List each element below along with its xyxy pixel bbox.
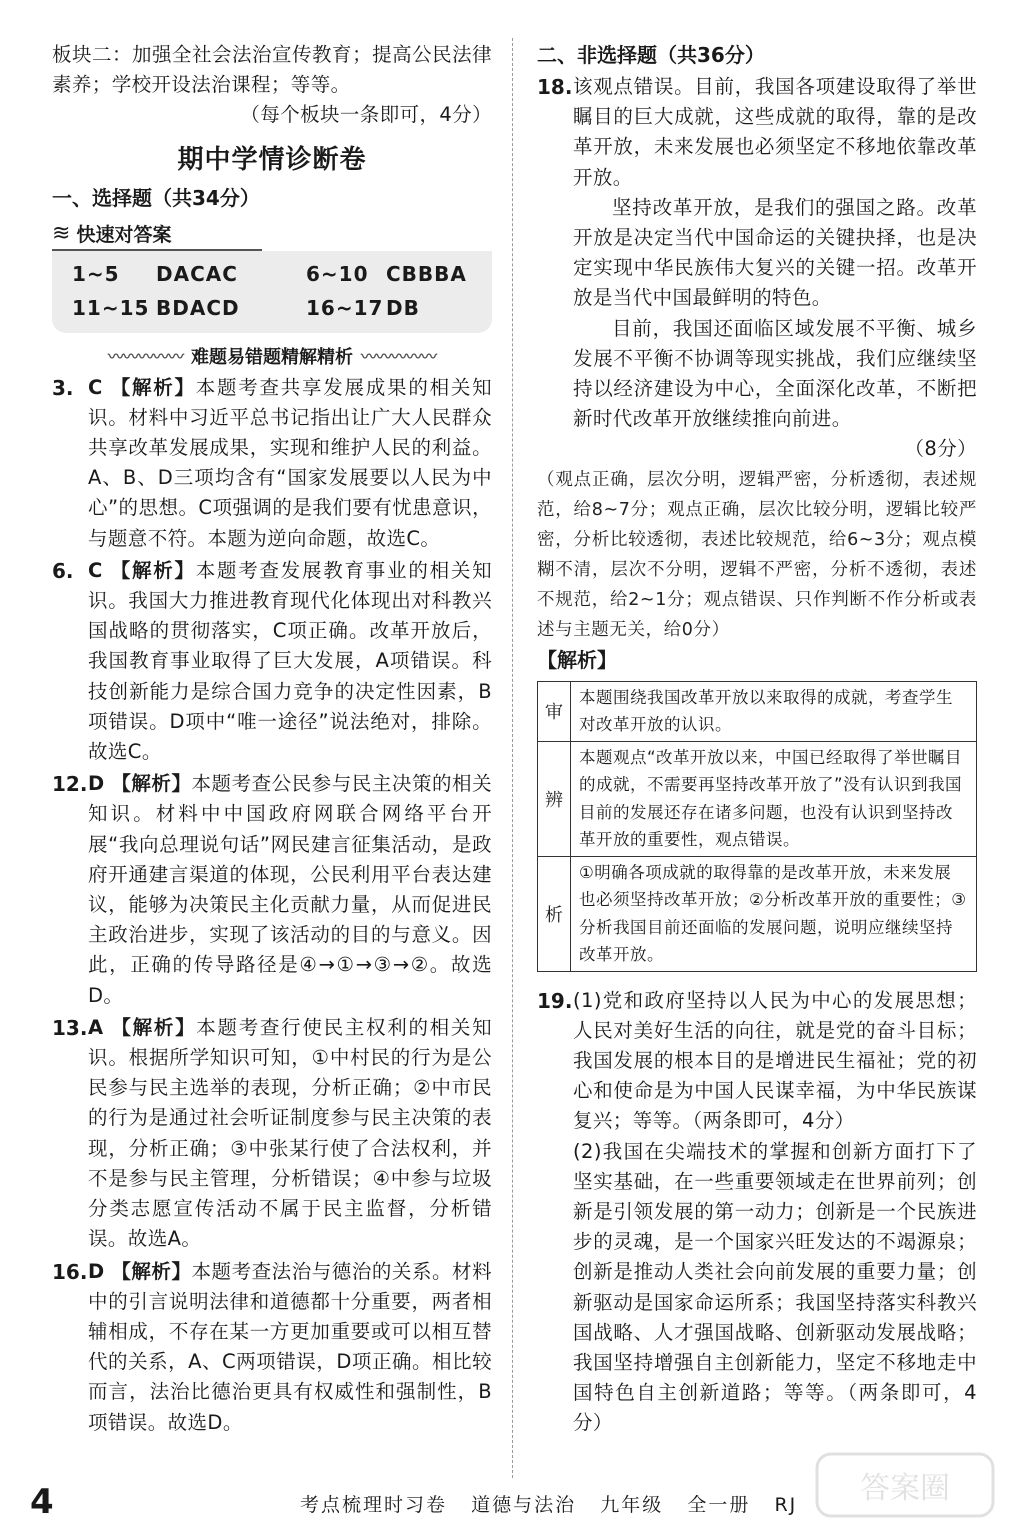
table-key: 辨 [538,741,571,856]
analysis-tag: 【解析】 [110,375,196,399]
table-key: 审 [538,681,571,741]
question-number: 12. [52,772,88,797]
analysis-tag: 【解析】 [110,558,196,582]
column-divider [512,38,513,1478]
answer-row [72,257,492,291]
watermark-logo [815,1450,995,1520]
answer-letters: DB [386,295,420,320]
answer-letter: C [88,375,103,399]
table-row [538,856,977,971]
table-row [538,681,977,741]
question-18 [537,72,977,434]
section-nonchoice-heading: 二、非选择题（共36分） [537,43,765,67]
wave-icon: ≋ [52,220,71,246]
page-number: 4 [30,1482,54,1522]
answer-range: 11~15 [72,295,150,320]
analysis-item [52,1257,492,1438]
table-value: ①明确各项成就的取得靠的是改革开放，未来发展也必须坚持改革开放；②分析改革开放的重要性；③分析我国目前还面临的发展问题，说明应继续坚持改革开放。 [571,856,977,971]
analysis-text: 本题考查共享发展成果的相关知识。材料中习近平总书记指出让广大人民群众共享改革发展成果，实现和维护人民的利益。A、B、D三项均含有“国家发展要以人民为中心”的思想。C项强调的是我们要有忧患意识，与题意不符。本题为逆向命题，故选C。 [88,375,492,550]
analysis-text: 本题考查行使民主权利的相关知识。根据所学知识可知，①中村民的行为是公民参与民主选举的表现，分析正确；②中市民的行为是通过社会听证制度参与民主决策的表现，分析正确；③中张某行使了合法权利，并不是参与民主管理，分析错误；④中参与垃圾分类志愿宣传活动不属于民主监督，分析错误。故选A。 [88,1015,492,1251]
q18-paragraph-2: 坚持改革开放，是我们的强国之路。改革开放是决定当代中国命运的关键抉择，也是决定实现中华民族伟大复兴的关键一招。改革开放是当代中国最鲜明的特色。 [573,195,977,310]
question-number: 18. [537,75,573,99]
analysis-table [537,681,977,972]
top-score-note: （每个板块一条即可，4分） [240,103,492,127]
footer-text: 考点梳理时习卷 道德与法治 九年级 全一册 RJ [300,1494,798,1516]
q18-score: （8分） [904,437,977,461]
analysis-text: 本题考查发展教育事业的相关知识。我国大力推进教育现代化体现出对科教兴国战略的贯彻落实，C项正确。改革开放后，我国教育事业取得了巨大发展，A项错误。科技创新能力是综合国力竞争的决定性因素，B项错误。D项中“唯一途径”说法绝对，排除。故选C。 [88,558,492,764]
q18-paragraph-3: 目前，我国还面临区域发展不平衡、城乡发展不平衡不协调等现实挑战，我们应继续坚持以经济建设为中心，全面深化改革，不断把新时代改革开放继续推向前进。 [573,316,977,431]
question-19 [537,986,977,1439]
answer-letters: BDACD [156,295,240,320]
analysis-tag: 【解析】 [111,772,192,796]
quick-answer-header [52,219,262,251]
section-choice-heading: 一、选择题（共34分） [52,185,260,210]
q18-paragraph-1: 该观点错误。目前，我国各项建设取得了举世瞩目的巨大成就，这些成就的取得，靠的是改革开放，未来发展也必须坚定不移地依靠改革开放。 [573,75,977,189]
q19-part-1: (1)党和政府坚持以人民为中心的发展思想；人民对美好生活的向往，就是党的奋斗目标；我国发展的根本目的是增进民生福祉；党的初心和使命是为中国人民谋幸福，为中华民族谋复兴；等等。（两条即可，4分） [573,988,977,1133]
analysis-tag: 【解析】 [111,1015,197,1039]
q18-rubric: （观点正确，层次分明，逻辑严密，分析透彻，表述规范，给8~7分；观点正确，层次比较分明，逻辑比较严密，分析比较透彻，表述比较规范，给6~3分；观点模糊不清，层次不分明，逻辑不严密，分析不透彻，表述不规范，给2~1分；观点错误、只作判断不作分析或表述与主题无关，给0分） [537,469,977,640]
analysis-item [52,769,492,1011]
question-number: 16. [52,1259,88,1284]
answer-range: 6~10 [306,261,369,286]
right-column [537,40,977,1439]
analysis-item [52,556,492,767]
answer-range: 1~5 [72,261,120,286]
question-number: 19. [537,988,573,1013]
jiexi-label: 【解析】 [537,647,617,672]
answer-letter: D [88,772,105,796]
quick-answer-box [52,251,492,333]
analysis-header [52,343,492,369]
analysis-item [52,373,492,554]
analysis-label: 难题易错题精解精析 [191,346,353,368]
quick-answer-label: 快速对答案 [76,224,172,247]
table-value: 本题观点“改革开放以来，中国已经取得了举世瞩目的成就，不需要再坚持改革开放了”没有认识到我国目前的发展还存在诸多问题，也没有认识到坚持改革开放的重要性，观点错误。 [571,741,977,856]
answer-letters: DACAC [156,261,238,286]
zigzag-decoration: 〰〰〰〰〰 [361,347,437,367]
question-number: 13. [52,1015,88,1040]
svg-text:答案圈: 答案圈 [860,1471,950,1506]
table-row [538,741,977,856]
analysis-text: 本题考查法治与德治的关系。材料中的引言说明法律和道德都十分重要，两者相辅相成，不存在某一方更加重要或可以相互替代的关系，A、C两项错误，D项正确。相比较而言，法治比德治更具有权威性和强制性，B项错误。故选D。 [88,1259,492,1434]
analysis-tag: 【解析】 [111,1259,192,1283]
answer-letters: CBBBA [386,261,467,286]
exam-title: 期中学情诊断卷 [177,144,367,175]
answer-letter: A [88,1015,104,1039]
answer-letter: D [88,1259,105,1283]
answer-range: 16~17 [306,295,384,320]
answer-row [72,291,492,325]
q19-part-2: (2)我国在尖端技术的掌握和创新方面打下了坚实基础，在一些重要领域走在世界前列；创新是引领发展的第一动力；创新是一个民族进步的灵魂，是一个国家兴旺发达的不竭源泉；创新是推动人类社会向前发展的重要力量；创新驱动是国家命运所系；我国坚持落实科教兴国战略、人才强国战略、创新驱动发展战略；我国坚持增强自主创新能力，坚定不移地走中国特色自主创新道路；等等。（两条即可，4分） [573,1139,977,1435]
question-number: 3. [52,375,74,400]
zigzag-decoration: 〰〰〰〰〰 [107,347,183,367]
answer-letter: C [88,558,103,582]
question-number: 6. [52,558,74,583]
table-key: 析 [538,856,571,971]
analysis-item [52,1013,492,1255]
left-column [52,40,492,1438]
top-paragraph: 板块二：加强全社会法治宣传教育；提高公民法律素养；学校开设法治课程；等等。 [52,43,492,97]
analysis-text: 本题考查公民参与民主决策的相关知识。材料中中国政府网联合网络平台开展“我向总理说句话”网民建言征集活动，是政府开通建言渠道的体现，公民利用平台表达建议，能够为决策民主化贡献力量，从而促进民主政治进步，实现了该活动的目的与意义。因此，正确的传导路径是④→①→③→②。故选D。 [88,772,492,1007]
table-value: 本题围绕我国改革开放以来取得的成就，考查学生对改革开放的认识。 [571,681,977,741]
